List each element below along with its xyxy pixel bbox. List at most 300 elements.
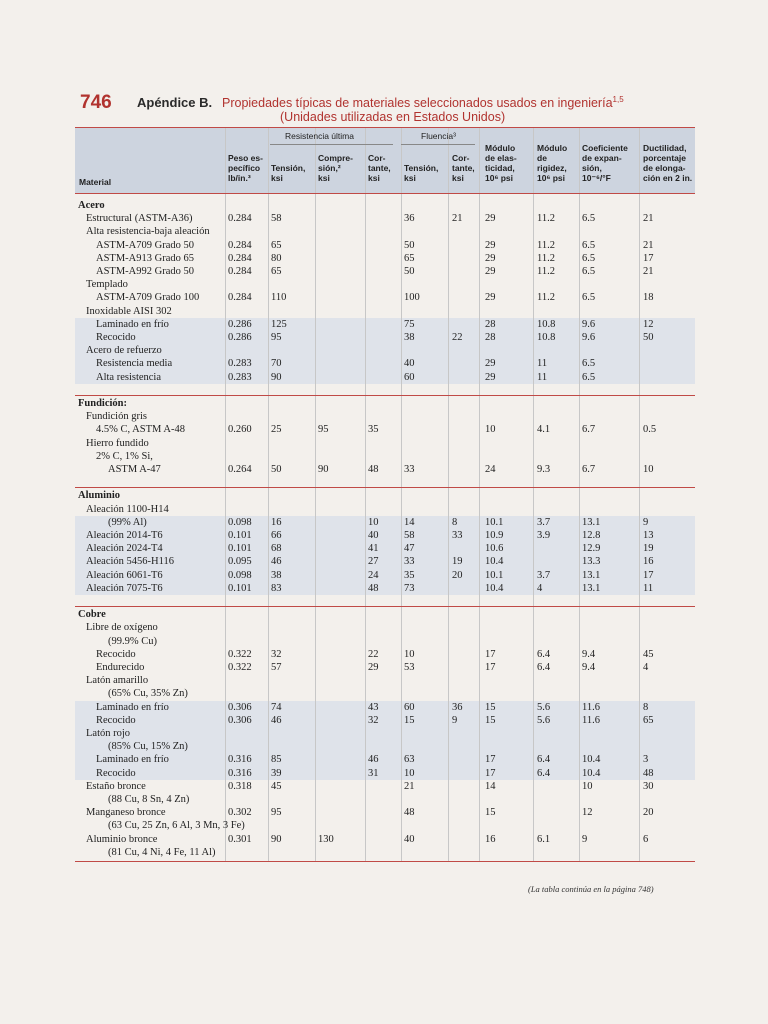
cell-peso: 0.302 [228,807,252,819]
cell-peso: 0.322 [228,662,252,673]
table-row [75,701,695,714]
table-row [75,555,695,568]
material-name: Aleación 1100-H14 [86,503,169,515]
cell-rigidez: 3.7 [537,516,551,528]
material-name: Templado [86,279,128,291]
col-header-line: de elas- [485,153,517,163]
cell-elasticidad: 29 [485,213,496,225]
cell-rigidez: 4 [537,582,543,594]
cell-tension: 57 [271,662,282,673]
cell-f_tension: 14 [404,516,415,528]
section-rule [75,395,695,396]
material-name: Hierro fundido [86,437,149,449]
cell-tension: 58 [271,213,282,225]
cell-f_tension: 48 [404,807,415,819]
cell-rigidez: 11.2 [537,213,555,225]
cell-f_corte: 22 [452,332,463,343]
table-row [75,529,695,542]
material-name: Aluminio bronce [86,833,158,845]
cell-ductilidad: 45 [643,648,654,660]
cell-elasticidad: 10.4 [485,582,504,594]
cell-peso: 0.284 [228,266,252,277]
table-header-rule [75,193,695,194]
cell-ductilidad: 50 [643,332,654,343]
cell-elasticidad: 15 [485,701,496,713]
cell-f_tension: 35 [404,569,415,581]
material-name: Recocido [96,648,136,660]
continuation-note: (La tabla continúa en la página 748) [528,884,654,894]
cell-peso: 0.286 [228,332,252,343]
material-name: Alta resistencia [96,371,162,383]
table-row [75,846,695,859]
cell-tension: 65 [271,239,282,251]
material-name: Resistencia media [96,358,173,370]
cell-ductilidad: 4 [643,662,649,673]
cell-f_tension: 40 [404,833,415,845]
table-row [75,489,695,502]
material-name: Inoxidable AISI 302 [86,305,172,317]
cell-peso: 0.284 [228,252,252,264]
cell-f_corte: 19 [452,556,463,568]
cell-f_corte: 8 [452,516,458,528]
cell-ductilidad: 12 [643,318,654,330]
section-heading: Fundición: [78,398,128,409]
cell-rigidez: 6.4 [537,648,551,660]
material-name: (99.9% Cu) [108,635,157,647]
table-row [75,608,695,621]
cell-tension: 68 [271,543,282,555]
cell-peso: 0.095 [228,556,252,568]
cell-rigidez: 11.2 [537,292,555,304]
cell-expansion: 12 [582,807,593,819]
cell-ductilidad: 65 [643,714,654,726]
table-row [75,621,695,634]
cell-f_tension: 63 [404,754,415,766]
table-row [75,397,695,410]
col-header-line: ksi [271,173,283,183]
group-resistencia-rule [270,144,393,145]
cell-expansion: 9.6 [582,332,596,343]
cell-elasticidad: 24 [485,464,496,475]
cell-f_tension: 33 [404,556,415,568]
table-subtitle: (Unidades utilizadas en Estados Unidos) [280,110,506,124]
table-bottom-rule [75,861,695,862]
col-header-line: 10⁶ psi [537,173,566,183]
cell-peso: 0.260 [228,424,252,436]
cell-peso: 0.101 [228,582,252,594]
cell-elasticidad: 29 [485,239,496,251]
section-heading: Acero [78,200,105,211]
material-name: (65% Cu, 35% Zn) [108,688,188,700]
cell-expansion: 12.8 [582,530,601,541]
col-header-line: ksi [404,173,416,183]
cell-expansion: 13.3 [582,556,601,568]
cell-corte: 40 [368,530,379,541]
cell-peso: 0.301 [228,833,252,845]
table-title [222,95,624,110]
cell-f_corte: 20 [452,569,463,581]
cell-f_corte: 9 [452,714,458,726]
cell-peso: 0.316 [228,754,252,766]
cell-f_tension: 100 [404,292,420,304]
cell-tension: 95 [271,807,282,819]
cell-corte: 35 [368,424,379,436]
cell-ductilidad: 3 [643,754,649,766]
col-header-line: tante, [452,163,475,173]
cell-rigidez: 11 [537,371,548,383]
cell-peso: 0.283 [228,358,252,370]
cell-corte: 46 [368,754,379,766]
cell-tension: 16 [271,516,282,528]
col-header-line: Tensión, [271,163,306,173]
material-name: Latón rojo [86,728,131,739]
cell-rigidez: 6.4 [537,662,551,673]
col-header-line: Peso es- [228,153,263,163]
cell-tension: 74 [271,701,282,713]
col-header-f_corte [452,153,475,183]
table-row [75,542,695,555]
table-row [75,265,695,278]
col-header-line: porcentaje [643,153,686,163]
cell-rigidez: 11.2 [537,266,555,277]
table-row [75,305,695,318]
cell-elasticidad: 17 [485,662,496,673]
material-name: Aleación 2024-T4 [86,543,163,555]
cell-f_corte: 33 [452,530,463,541]
cell-f_tension: 40 [404,358,415,370]
col-header-line: ción en 2 in. [643,173,693,183]
col-header-line: pecífico [228,163,261,173]
cell-f_tension: 53 [404,662,415,673]
cell-tension: 80 [271,252,282,264]
cell-peso: 0.284 [228,239,252,251]
material-name: Aleación 2014-T6 [86,530,163,541]
cell-expansion: 9.6 [582,318,596,330]
material-name: ASTM-A709 Grado 100 [96,292,200,304]
cell-f_tension: 15 [404,714,415,726]
material-name: Recocido [96,714,136,726]
table-row [75,806,695,819]
material-name: Estaño bronce [86,780,146,792]
material-name: 2% C, 1% Si, [96,450,153,462]
material-name: Alta resistencia-baja aleación [86,226,210,238]
col-header-rigidez [537,143,567,183]
cell-elasticidad: 29 [485,358,496,370]
cell-tension: 70 [271,358,282,370]
col-header-line: ticidad, [485,163,515,173]
cell-f_tension: 65 [404,252,415,264]
cell-f_tension: 60 [404,701,415,713]
table-row [75,450,695,463]
material-name: Endurecido [96,662,145,673]
col-header-line: ksi [318,173,330,183]
col-header-line: rigidez, [537,163,567,173]
cell-f_tension: 38 [404,332,415,343]
cell-rigidez: 6.4 [537,767,551,779]
table-row [75,793,695,806]
table-title-text: Propiedades típicas de materiales seleccionados usados en ingeniería [222,96,613,111]
table-row [75,463,695,476]
cell-peso: 0.284 [228,292,252,304]
cell-rigidez: 5.6 [537,714,551,726]
cell-tension: 39 [271,767,282,779]
material-name: ASTM A-47 [108,464,161,475]
material-name: (81 Cu, 4 Ni, 4 Fe, 11 Al) [108,846,216,858]
table-row [75,318,695,331]
cell-corte: 41 [368,543,379,555]
cell-f_tension: 58 [404,530,415,541]
col-header-line: Módulo [537,143,568,153]
table-row [75,357,695,370]
material-name: Recocido [96,332,136,343]
cell-peso: 0.286 [228,318,252,330]
cell-rigidez: 11.2 [537,252,555,264]
cell-expansion: 11.6 [582,701,600,713]
col-header-expansion [582,143,628,183]
cell-corte: 32 [368,714,379,726]
cell-tension: 85 [271,754,282,766]
section-heading: Aluminio [78,490,121,502]
cell-tension: 83 [271,582,282,594]
table-row [75,767,695,780]
cell-ductilidad: 19 [643,543,654,555]
cell-peso: 0.322 [228,648,252,660]
cell-peso: 0.318 [228,780,252,792]
cell-compresion: 130 [318,833,334,845]
cell-ductilidad: 18 [643,292,654,304]
material-name: Estructural (ASTM-A36) [86,213,193,225]
group-fluencia: Fluencia³ [421,131,456,141]
col-header-line: Ductilidad, [643,143,687,153]
cell-ductilidad: 21 [643,213,654,225]
col-header-line: ksi [368,173,380,183]
cell-corte: 31 [368,767,379,779]
col-header-corte [368,153,391,183]
table-row [75,569,695,582]
material-name: (85% Cu, 15% Zn) [108,741,188,753]
cell-elasticidad: 17 [485,767,496,779]
col-header-line: sión, [582,163,602,173]
cell-corte: 22 [368,648,379,660]
cell-corte: 10 [368,516,379,528]
cell-peso: 0.316 [228,767,252,779]
cell-corte: 24 [368,569,379,581]
col-header-line: de expan- [582,153,622,163]
material-name: Aleación 6061-T6 [86,569,163,581]
cell-ductilidad: 21 [643,266,654,277]
cell-ductilidad: 21 [643,239,654,251]
material-name: 4.5% C, ASTM A-48 [96,424,185,436]
col-header-line: Módulo [485,143,516,153]
cell-peso: 0.264 [228,464,252,475]
cell-tension: 25 [271,424,282,436]
cell-peso: 0.306 [228,701,252,713]
col-header-line: ksi [452,173,464,183]
table-row [75,740,695,753]
cell-corte: 43 [368,701,379,713]
cell-expansion: 10.4 [582,754,601,766]
table-row [75,780,695,793]
material-name: ASTM-A709 Grado 50 [96,239,194,251]
cell-ductilidad: 17 [643,252,654,264]
cell-corte: 48 [368,464,379,475]
cell-peso: 0.101 [228,530,252,541]
material-name: ASTM-A913 Grado 65 [96,252,194,264]
cell-elasticidad: 29 [485,266,496,277]
col-header-line: Cor- [368,153,386,163]
cell-elasticidad: 28 [485,318,496,330]
cell-peso: 0.283 [228,371,252,383]
cell-elasticidad: 29 [485,252,496,264]
cell-f_tension: 10 [404,648,415,660]
cell-f_tension: 50 [404,266,415,277]
cell-tension: 38 [271,569,282,581]
properties-table [75,127,695,862]
cell-peso: 0.101 [228,543,252,555]
col-header-f_tension [404,163,438,183]
cell-f_tension: 21 [404,780,415,792]
cell-ductilidad: 8 [643,701,649,713]
material-name: (88 Cu, 8 Sn, 4 Zn) [108,794,190,805]
cell-rigidez: 6.4 [537,754,551,766]
table-row [75,674,695,687]
cell-elasticidad: 10.9 [485,530,504,541]
cell-rigidez: 3.7 [537,569,551,581]
cell-rigidez: 9.3 [537,464,551,475]
cell-elasticidad: 15 [485,714,496,726]
cell-ductilidad: 0.5 [643,424,657,436]
cell-expansion: 9.4 [582,662,596,673]
table-row [75,410,695,423]
material-name: Laminado en frío [96,318,169,330]
cell-expansion: 6.7 [582,464,596,475]
table-row [75,331,695,344]
cell-elasticidad: 17 [485,648,496,660]
cell-ductilidad: 16 [643,556,654,568]
cell-elasticidad: 17 [485,754,496,766]
cell-expansion: 6.5 [582,213,596,225]
cell-tension: 110 [271,292,287,304]
cell-f_corte: 36 [452,701,463,713]
cell-tension: 125 [271,318,287,330]
cell-ductilidad: 17 [643,569,654,581]
section-rule [75,606,695,607]
table-row [75,753,695,766]
cell-ductilidad: 6 [643,833,649,845]
material-name: Fundición gris [86,411,147,423]
cell-elasticidad: 14 [485,780,496,792]
material-name: Aleación 7075-T6 [86,582,163,594]
material-name: Manganeso bronce [86,807,166,819]
material-name: ASTM-A992 Grado 50 [96,266,194,277]
col-header-material: Material [79,177,112,187]
material-name: Recocido [96,767,136,779]
cell-ductilidad: 48 [643,767,654,779]
cell-rigidez: 6.1 [537,833,551,845]
cell-tension: 95 [271,332,282,343]
cell-expansion: 13.1 [582,569,601,581]
material-name: Laminado en frío [96,701,169,713]
cell-ductilidad: 10 [643,464,654,475]
cell-expansion: 6.5 [582,371,596,383]
cell-expansion: 6.5 [582,292,596,304]
table-row [75,252,695,265]
cell-tension: 46 [271,556,282,568]
cell-f_tension: 10 [404,767,415,779]
cell-ductilidad: 20 [643,807,654,819]
cell-tension: 65 [271,266,282,277]
table-row [75,423,695,436]
cell-ductilidad: 13 [643,530,654,541]
table-row [75,344,695,357]
cell-f_tension: 60 [404,371,415,383]
cell-expansion: 11.6 [582,714,600,726]
table-row [75,648,695,661]
cell-rigidez: 10.8 [537,318,556,330]
material-name: (63 Cu, 25 Zn, 6 Al, 3 Mn, 3 Fe) [108,820,245,832]
cell-compresion: 90 [318,464,329,475]
col-header-compresion [318,153,353,183]
table-row [75,225,695,238]
cell-rigidez: 5.6 [537,701,551,713]
section-rule [75,487,695,488]
table-title-footnote: 1,5 [612,95,624,104]
col-header-line: Compre- [318,153,353,163]
col-header-line: 10⁶ psi [485,173,514,183]
table-row [75,212,695,225]
cell-f_tension: 36 [404,213,415,225]
cell-expansion: 6.5 [582,266,596,277]
section-heading: Cobre [78,609,106,621]
cell-expansion: 9 [582,833,588,845]
table-row [75,503,695,516]
table-row [75,635,695,648]
table-row [75,199,695,212]
cell-elasticidad: 29 [485,371,496,383]
cell-elasticidad: 28 [485,332,496,343]
col-header-line: tante, [368,163,391,173]
cell-f_tension: 47 [404,543,415,555]
cell-expansion: 6.5 [582,252,596,264]
material-name: Aleación 5456-H116 [86,556,174,568]
group-resistencia-ultima: Resistencia última [285,131,354,141]
cell-expansion: 10.4 [582,767,601,779]
cell-compresion: 95 [318,424,329,436]
cell-elasticidad: 10.1 [485,516,504,528]
cell-expansion: 13.1 [582,582,601,594]
table-row [75,278,695,291]
col-header-line: de elonga- [643,163,686,173]
col-header-line: lb/in.³ [228,173,251,183]
cell-corte: 27 [368,556,379,568]
cell-rigidez: 3.9 [537,530,551,541]
col-header-peso [228,153,263,183]
cell-expansion: 6.5 [582,239,596,251]
col-header-ductilidad [643,143,692,183]
cell-tension: 50 [271,464,282,475]
table-row [75,819,695,832]
col-header-line: 10⁻⁶/°F [582,173,611,183]
material-name: Laminado en frío [96,754,169,766]
cell-tension: 90 [271,833,282,845]
cell-elasticidad: 10.6 [485,543,504,555]
cell-elasticidad: 10.4 [485,556,504,568]
table-row [75,687,695,700]
cell-peso: 0.306 [228,714,252,726]
table-row [75,582,695,595]
table-row [75,661,695,674]
col-header-line: Coeficiente [582,143,628,153]
